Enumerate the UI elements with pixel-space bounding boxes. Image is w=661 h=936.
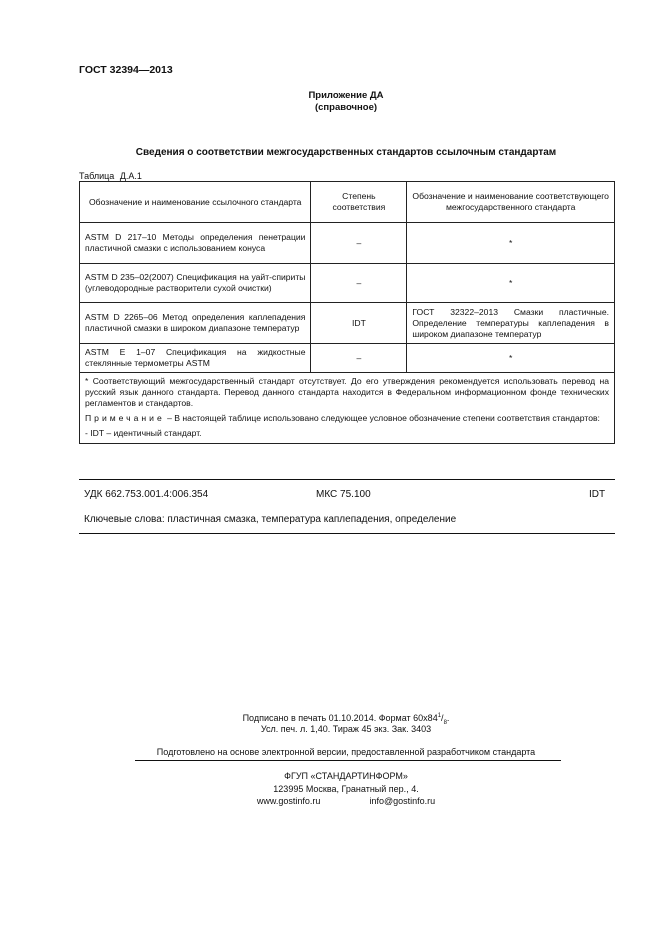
publisher-website[interactable]: www.gostinfo.ru [256, 796, 321, 806]
cell-reference: ASTM D 235–02(2007) Спецификация на уайт-спириты (углеводородные растворители сухой очистки) [80, 264, 311, 303]
note-label: Примечание [85, 413, 165, 423]
format-sup: 1 [437, 713, 442, 719]
table-notes-row [80, 373, 615, 444]
section-heading: Сведения о соответствии межгосударственных стандартов ссылочным стандартам [135, 147, 557, 158]
annex-title: Приложение ДА [308, 90, 384, 101]
cell-match: ГОСТ 32322–2013 Смазки пластичные. Определение температуры каплепадения в широком диапазоне температур [407, 303, 615, 344]
imprint-signed: Подписано в печать 01.10.2014. Формат $60x84^1/_8$. [242, 713, 450, 726]
cell-degree: – [311, 264, 407, 303]
format-sub: 8 [443, 719, 447, 726]
table-row [80, 303, 615, 344]
cell-match: * [407, 264, 615, 303]
degree-code: IDT [589, 489, 606, 500]
mks-code: МКС 75.100 [316, 489, 371, 500]
bottom-rule [79, 533, 615, 534]
udk-code: УДК 662.753.001.4:006.354 [84, 489, 209, 500]
table-row [80, 264, 615, 303]
keywords: Ключевые слова: пластичная смазка, температура каплепадения, определение [84, 514, 457, 525]
table-notes [80, 373, 615, 444]
cell-reference: ASTM E 1–07 Спецификация на жидкостные стеклянные термометры ASTM [80, 344, 311, 373]
table-header-row [80, 182, 615, 223]
cell-degree: IDT [311, 303, 407, 344]
table-caption-word: Таблица [79, 171, 115, 181]
standards-table [79, 181, 615, 444]
imprint-signed-text: Подписано в печать 01.10.2014. Формат 60x84 [242, 713, 438, 723]
note-text: – В настоящей таблице использовано следующее условное обозначение степени соответствия стандартов: [164, 413, 600, 423]
column-header-interstate: Обозначение и наименование соответствующего межгосударственного стандарта [407, 182, 615, 223]
table-note [85, 413, 609, 424]
publisher-address: 123995 Москва, Гранатный пер., 4. [273, 784, 419, 794]
table-caption-number: Д.А.1 [119, 171, 142, 181]
table-caption [79, 171, 142, 181]
table-footnote: * Соответствующий межгосударственный стандарт отсутствует. До его утверждения рекомендуется использовать перевод на русский язык данного стандарта. Перевод данного стандарта находится в Федеральном информационном фонде технических регламентов и стандартов. [85, 376, 609, 408]
table-row [80, 223, 615, 264]
imprint-print-info: Усл. печ. л. 1,40. Тираж 45 экз. Зак. 3403 [260, 724, 432, 734]
cell-degree: – [311, 344, 407, 373]
column-header-degree: Степень соответствия [311, 182, 407, 223]
publisher-email[interactable]: info@gostinfo.ru [369, 796, 436, 806]
format-tail: . [446, 713, 450, 723]
column-header-reference: Обозначение и наименование ссылочного стандарта [80, 182, 311, 223]
imprint-prepared: Подготовлено на основе электронной версии, предоставленной разработчиком стандарта [156, 747, 536, 757]
annex-subtitle: (справочное) [314, 102, 378, 113]
table-row [80, 344, 615, 373]
imprint-rule [135, 760, 561, 761]
note-item: - IDT – идентичный стандарт. [85, 428, 202, 438]
publisher-contacts [79, 795, 613, 807]
publisher-name: ФГУП «СТАНДАРТИНФОРМ» [284, 771, 408, 781]
cell-degree: – [311, 223, 407, 264]
document-number: ГОСТ 32394—2013 [79, 64, 173, 76]
top-rule [79, 479, 615, 480]
cell-reference: ASTM D 2265–06 Метод определения каплепадения пластичной смазки в широком диапазоне температур [80, 303, 311, 344]
cell-match: * [407, 223, 615, 264]
annex-block [79, 90, 613, 114]
cell-match: * [407, 344, 615, 373]
cell-reference: ASTM D 217–10 Методы определения пенетрации пластичной смазки с использованием конуса [80, 223, 311, 264]
